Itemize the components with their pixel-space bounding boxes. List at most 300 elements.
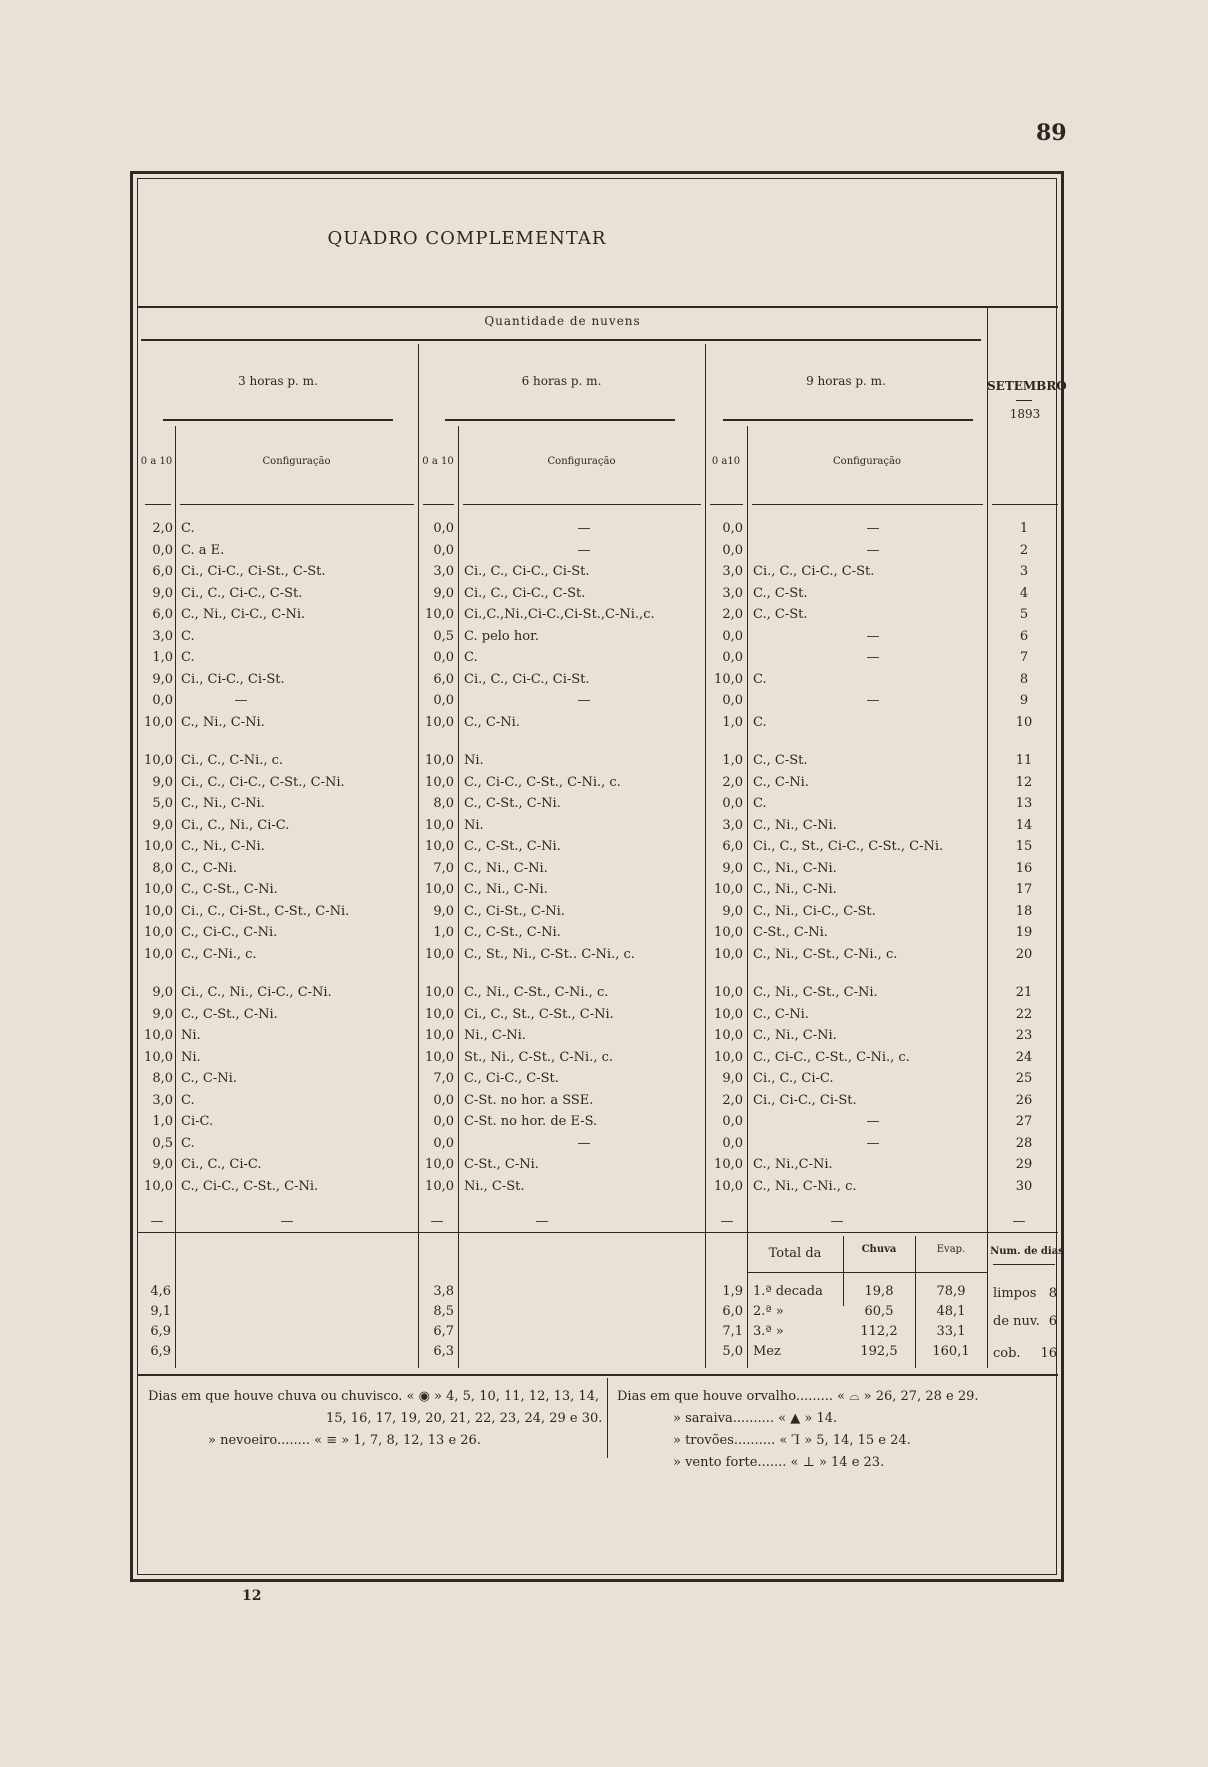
cloud-configuration: C.: [753, 714, 767, 730]
cloud-amount: 10,0: [425, 1178, 454, 1194]
summary-period: 2.ª »: [753, 1304, 784, 1319]
summary-divider-a1: [175, 1236, 176, 1368]
cloud-configuration: Ci., C., Ci-C., Ci-St.: [464, 671, 590, 687]
cloud-configuration: Ci-C.: [181, 1114, 214, 1129]
cloud-configuration: C., C-Ni.: [181, 1071, 237, 1086]
cloud-amount: 10,0: [425, 1157, 454, 1172]
cloud-amount: 1,0: [433, 925, 454, 940]
cloud-amount: 10,0: [425, 985, 454, 1000]
cloud-configuration: C., Ni., C-Ni.: [181, 714, 265, 730]
row-day: 1: [1019, 521, 1029, 536]
cloud-configuration: Ci., C., St., C-St., C-Ni.: [464, 1006, 614, 1022]
summary-amount-6pm: 8,5: [433, 1304, 454, 1319]
cloud-configuration: —: [866, 628, 880, 644]
cloud-amount: 10,0: [144, 714, 173, 730]
cloud-amount: 1,0: [152, 650, 173, 665]
amount-divider-3: [747, 426, 748, 1261]
cloud-configuration: C., Ni., Ci-C., C-St.: [753, 903, 876, 919]
period-9pm: 9 horas p. m.: [806, 374, 886, 388]
cloud-amount: 0,0: [722, 521, 743, 536]
summary-evap: 160,1: [932, 1344, 970, 1359]
summary-amount-9pm: 1,9: [722, 1284, 743, 1299]
cloud-amount: 1,0: [722, 753, 743, 768]
cloud-configuration: C., C-Ni.: [753, 1006, 809, 1022]
summary-amount-9pm: 6,0: [722, 1304, 743, 1319]
table-frame: [130, 171, 1067, 1582]
row-day: 23: [1015, 1028, 1033, 1043]
summary-rain: 192,5: [860, 1344, 898, 1359]
cloud-configuration: C., Ni., Ci-C., C-Ni.: [181, 607, 306, 622]
cloud-configuration: C., Ni.,C-Ni.: [753, 1157, 833, 1172]
column-total-dash: —: [280, 1214, 294, 1229]
cloud-configuration: —: [866, 1135, 880, 1151]
cloud-amount: 10,0: [144, 925, 173, 940]
cloud-configuration: C., C-St.: [753, 585, 808, 601]
row-day: 14: [1015, 817, 1033, 833]
cloud-configuration: C., C-St.: [753, 607, 808, 622]
head-rule-a2: [423, 504, 454, 505]
cloud-header: Quantidade de nuvens: [484, 314, 641, 328]
cloud-amount: 0,0: [433, 1114, 454, 1129]
cloud-amount: 9,0: [433, 585, 454, 601]
row-day: 30: [1015, 1178, 1033, 1194]
date-column-divider: [987, 306, 988, 1261]
table-title: QUADRO COMPLEMENTAR: [327, 228, 607, 249]
column-total-dash: —: [430, 1214, 444, 1229]
head-rule-a3: [710, 504, 743, 505]
evap-header: Evap.: [936, 1244, 966, 1255]
cloud-amount: 10,0: [425, 714, 454, 730]
cloud-configuration: C., Ni., C-Ni.: [753, 1028, 837, 1043]
cloud-amount: 3,0: [722, 564, 743, 579]
cloud-configuration: C., Ci-C., C-St., C-Ni., c.: [464, 774, 621, 790]
thunder-days: » trovões.......... « Ꞁ » 5, 14, 15 e 24.: [673, 1433, 911, 1448]
cloud-amount: 10,0: [425, 753, 454, 768]
summary-header-rule: [747, 1272, 987, 1273]
cloud-configuration: Ci., C., Ci-C., C-St.: [464, 585, 586, 601]
cloud-amount: 10,0: [714, 925, 743, 940]
column-total-dash: —: [1012, 1214, 1026, 1229]
cloud-amount: 10,0: [714, 985, 743, 1000]
days-category: de nuv.: [993, 1314, 1040, 1329]
summary-evap: 48,1: [936, 1304, 966, 1319]
cloud-amount: 10,0: [714, 1028, 743, 1043]
hail-days: » saraiva.......... « ▲ » 14.: [673, 1411, 838, 1426]
cloud-amount: 0,0: [722, 650, 743, 665]
cloud-configuration: C-St. no hor. de E-S.: [464, 1114, 598, 1129]
cloud-amount: 10,0: [144, 839, 173, 854]
footer-divider: [607, 1378, 608, 1458]
rain-days-cont: 15, 16, 17, 19, 20, 21, 22, 23, 24, 29 e 30.: [326, 1411, 603, 1426]
row-day: 6: [1019, 628, 1029, 644]
row-day: 8: [1019, 671, 1029, 687]
cloud-amount: 3,0: [722, 817, 743, 833]
cloud-amount: 10,0: [144, 903, 173, 919]
cloud-amount: 9,0: [433, 903, 454, 919]
cloud-configuration: —: [866, 693, 880, 708]
cloud-amount: 9,0: [152, 817, 173, 833]
period-rule-1: [163, 419, 393, 421]
cloud-amount: 9,0: [152, 585, 173, 601]
cloud-configuration: C., Ni., C-Ni.: [181, 839, 265, 854]
row-day: 28: [1015, 1135, 1033, 1151]
summary-rain: 112,2: [860, 1324, 898, 1339]
row-day: 25: [1015, 1071, 1033, 1086]
cloud-configuration: C., C-St., C-Ni.: [181, 1006, 278, 1022]
dew-days: Dias em que houve orvalho......... « ⌓ » 26, 27, 28 e 29.: [617, 1389, 979, 1404]
cloud-amount: 0,0: [722, 693, 743, 708]
cloud-configuration: Ci.,C.,Ni.,Ci-C.,Ci-St.,C-Ni.,c.: [464, 607, 655, 622]
row-day: 17: [1015, 882, 1033, 897]
cloud-configuration: C., Ni., C-Ni.: [753, 860, 837, 876]
cloud-configuration: C., C-St., C-Ni.: [181, 882, 278, 897]
cloud-amount: 10,0: [425, 607, 454, 622]
cloud-amount: 3,0: [152, 628, 173, 644]
cloud-configuration: C., Ni., C-St., C-Ni., c.: [464, 985, 609, 1000]
period-3pm: 3 horas p. m.: [238, 374, 318, 388]
summary-divider-a2: [458, 1236, 459, 1368]
cloud-configuration: —: [577, 693, 591, 708]
totals-rule: [138, 1232, 1058, 1233]
row-day: 24: [1015, 1049, 1033, 1065]
summary-amount-9pm: 7,1: [722, 1324, 743, 1339]
cloud-configuration: —: [577, 542, 591, 558]
period-6pm: 6 horas p. m.: [521, 374, 602, 388]
cloud-amount: 10,0: [425, 774, 454, 790]
cloud-configuration: C., C-St., C-Ni.: [464, 925, 561, 940]
row-day: 2: [1019, 542, 1029, 558]
cloud-configuration: Ni.: [464, 753, 484, 768]
cloud-amount: 1,0: [152, 1114, 173, 1129]
head-rule-c2: [463, 504, 701, 505]
row-day: 4: [1019, 585, 1029, 601]
cloud-amount: 10,0: [714, 1049, 743, 1065]
days-count: 16: [1040, 1346, 1057, 1361]
cloud-amount: 6,0: [722, 839, 743, 854]
cloud-configuration: C., Ni., C-St., C-Ni.: [753, 985, 878, 1000]
cloud-configuration: Ci., Ci-C., Ci-St.: [181, 671, 285, 687]
cloud-amount: 10,0: [714, 1006, 743, 1022]
period-rule-3: [723, 419, 973, 421]
col-config-1: Configuração: [262, 456, 331, 467]
head-rule-date: [992, 504, 1058, 505]
cloud-amount: 10,0: [714, 1157, 743, 1172]
wind-days: » vento forte....... « ⊥ » 14 e 23.: [673, 1455, 885, 1470]
cloud-configuration: C., Ni., C-Ni.: [753, 882, 837, 897]
summary-period: 1.ª decada: [753, 1284, 823, 1299]
summary-amount-9pm: 5,0: [722, 1344, 743, 1359]
cloud-configuration: Ni.: [181, 1028, 201, 1043]
cloud-amount: 9,0: [152, 985, 173, 1000]
cloud-amount: 10,0: [144, 753, 173, 768]
cloud-amount: 0,0: [433, 521, 454, 536]
cloud-configuration: C., Ci-C., C-Ni.: [181, 925, 278, 940]
cloud-configuration: C.: [464, 650, 478, 665]
summary-amount-3pm: 6,9: [150, 1324, 171, 1339]
cloud-configuration: Ci., Ci-C., Ci-St.: [753, 1092, 857, 1108]
cloud-configuration: C., Ci-St., C-Ni.: [464, 903, 565, 919]
cloud-amount: 0,0: [152, 542, 173, 558]
cloud-header-rule: [141, 339, 981, 341]
col-amount-2: 0 a 10: [422, 456, 454, 467]
cloud-configuration: C., Ni., C-Ni.: [464, 882, 548, 897]
cloud-amount: 0,0: [722, 796, 743, 811]
footer-rule: [138, 1374, 1058, 1376]
amount-divider-2: [458, 426, 459, 1261]
summary-amount-3pm: 4,6: [150, 1284, 171, 1299]
col-config-2: Configuração: [547, 456, 616, 467]
cloud-amount: 9,0: [152, 1006, 173, 1022]
row-day: 19: [1015, 925, 1033, 940]
summary-amount-3pm: 6,9: [150, 1344, 171, 1359]
cloud-amount: 2,0: [722, 774, 743, 790]
row-day: 20: [1015, 946, 1033, 962]
summary-period: 3.ª »: [753, 1324, 784, 1339]
row-day: 18: [1015, 903, 1033, 919]
cloud-amount: 0,0: [722, 1114, 743, 1129]
row-day: 13: [1015, 796, 1033, 811]
cloud-configuration: —: [577, 1135, 591, 1151]
cloud-configuration: C. a E.: [181, 542, 225, 558]
row-day: 11: [1015, 753, 1033, 768]
cloud-configuration: C.: [181, 521, 195, 536]
cloud-amount: 10,0: [425, 1049, 454, 1065]
cloud-amount: 10,0: [144, 1178, 173, 1194]
summary-amount-6pm: 3,8: [433, 1284, 454, 1299]
amount-divider-1: [175, 426, 176, 1261]
cloud-amount: 2,0: [722, 607, 743, 622]
row-day: 26: [1015, 1092, 1033, 1108]
cloud-amount: 10,0: [144, 1049, 173, 1065]
sheet-number: 12: [242, 1588, 262, 1604]
cloud-configuration: Ci., C., C-Ni., c.: [181, 753, 284, 768]
column-total-dash: —: [830, 1214, 844, 1229]
cloud-configuration: Ni., C-Ni.: [464, 1028, 526, 1043]
cloud-configuration: C., C-St.: [753, 753, 808, 768]
cloud-configuration: C.: [753, 796, 767, 811]
cloud-configuration: C.: [753, 671, 767, 687]
summary-evap: 33,1: [936, 1324, 966, 1339]
total-label: Total da: [768, 1246, 822, 1261]
cloud-amount: 9,0: [722, 903, 743, 919]
cloud-amount: 0,0: [722, 1135, 743, 1151]
cloud-amount: 0,0: [433, 1135, 454, 1151]
cloud-amount: 1,0: [722, 714, 743, 730]
row-day: 9: [1019, 693, 1029, 708]
cloud-configuration: Ci., C., Ni., Ci-C.: [181, 817, 290, 833]
cloud-amount: 10,0: [714, 946, 743, 962]
cloud-configuration: C., St., Ni., C-St.. C-Ni., c.: [464, 946, 635, 962]
row-day: 3: [1019, 564, 1029, 579]
row-day: 10: [1015, 714, 1033, 730]
cloud-amount: 6,0: [152, 564, 173, 579]
days-category: limpos: [993, 1286, 1037, 1301]
days-count: 8: [1048, 1286, 1057, 1301]
col-amount-1: 0 a 10: [140, 456, 173, 467]
cloud-amount: 10,0: [425, 1028, 454, 1043]
cloud-configuration: C., Ni., C-St., C-Ni., c.: [753, 946, 898, 962]
cloud-configuration: Ni., C-St.: [464, 1178, 525, 1194]
num-days-rule: [993, 1264, 1055, 1265]
cloud-amount: 10,0: [144, 946, 173, 962]
summary-date-divider: [987, 1232, 988, 1368]
cloud-configuration: Ci., C., Ci-C.: [181, 1157, 262, 1172]
head-rule-c1: [180, 504, 414, 505]
summary-rain: 19,8: [864, 1284, 894, 1299]
cloud-configuration: C.: [181, 628, 195, 644]
cloud-amount: 3,0: [433, 564, 454, 579]
cloud-configuration: Ci., C., Ni., Ci-C., C-Ni.: [181, 985, 332, 1000]
cloud-configuration: C., C-Ni.: [464, 714, 520, 730]
row-day: 12: [1015, 774, 1033, 790]
cloud-configuration: C., Ni., C-Ni.: [464, 860, 548, 876]
cloud-amount: 6,0: [433, 671, 454, 687]
summary-amount-3pm: 9,1: [150, 1304, 171, 1319]
cloud-configuration: St., Ni., C-St., C-Ni., c.: [464, 1049, 614, 1065]
summary-divider-a3: [747, 1236, 748, 1368]
days-count: 6: [1048, 1314, 1057, 1329]
cloud-amount: 7,0: [433, 1071, 454, 1086]
evap-col-divider: [915, 1236, 916, 1368]
cloud-amount: 0,0: [433, 650, 454, 665]
rain-header: Chuva: [861, 1244, 897, 1255]
cloud-configuration: C-St. no hor. a SSE.: [464, 1092, 594, 1108]
cloud-configuration: C.: [181, 1092, 195, 1108]
cloud-amount: 0,0: [433, 542, 454, 558]
row-day: 5: [1019, 607, 1029, 622]
cloud-amount: 0,0: [722, 628, 743, 644]
fog-days: » nevoeiro........ « ≡ » 1, 7, 8, 12, 13 e 26.: [208, 1433, 481, 1448]
cloud-amount: 3,0: [152, 1092, 173, 1108]
year-header: 1893: [1009, 407, 1041, 421]
cloud-amount: 9,0: [152, 1157, 173, 1172]
cloud-configuration: C., Ci-C., C-St., C-Ni., c.: [753, 1049, 910, 1065]
row-day: 16: [1015, 860, 1033, 876]
cloud-configuration: Ni.: [464, 817, 484, 833]
cloud-configuration: Ci., C., Ci-C.: [753, 1071, 834, 1086]
cloud-configuration: Ci., C., Ci-C., C-St., C-Ni.: [181, 774, 345, 790]
cloud-configuration: —: [866, 542, 880, 558]
cloud-configuration: C.: [181, 650, 195, 665]
cloud-amount: 0,5: [433, 628, 454, 644]
cloud-configuration: —: [234, 693, 248, 708]
summary-evap: 78,9: [936, 1284, 966, 1299]
row-day: 29: [1015, 1157, 1033, 1172]
cloud-amount: 3,0: [722, 585, 743, 601]
cloud-configuration: C., C-St., C-Ni.: [464, 839, 561, 854]
page-number: 89: [1036, 120, 1067, 146]
cloud-amount: 10,0: [714, 1178, 743, 1194]
num-days-header: Num. de dias: [990, 1246, 1064, 1257]
cloud-configuration: C., Ni., C-Ni., c.: [753, 1178, 857, 1194]
cloud-configuration: C., C-St., C-Ni.: [464, 796, 561, 811]
column-total-dash: —: [535, 1214, 549, 1229]
col-amount-3: 0 a10: [711, 456, 741, 467]
cloud-configuration: Ni.: [181, 1049, 201, 1065]
cloud-amount: 10,0: [425, 817, 454, 833]
cloud-configuration: C., Ni., C-Ni.: [181, 796, 265, 811]
cloud-configuration: C., Ci-C., C-St.: [464, 1071, 559, 1086]
cloud-amount: 10,0: [425, 1006, 454, 1022]
cloud-configuration: C., C-Ni., c.: [181, 946, 257, 962]
cloud-amount: 0,5: [152, 1135, 173, 1151]
row-day: 27: [1015, 1114, 1033, 1129]
cloud-configuration: Ci., C., St., Ci-C., C-St., C-Ni.: [753, 839, 944, 854]
cloud-configuration: C. pelo hor.: [464, 628, 539, 644]
cloud-amount: 0,0: [433, 693, 454, 708]
cloud-configuration: Ci., C., Ci-C., C-St.: [181, 585, 303, 601]
month-header: SETEMBRO: [987, 379, 1067, 393]
row-day: 15: [1015, 839, 1033, 854]
period-divider-1: [418, 344, 419, 1244]
cloud-configuration: C.: [181, 1135, 195, 1151]
cloud-amount: 0,0: [433, 1092, 454, 1108]
head-rule-a1: [145, 504, 171, 505]
month-year-rule: [1016, 400, 1032, 401]
days-category: cob.: [993, 1346, 1021, 1361]
cloud-configuration: C., Ni., C-Ni.: [753, 817, 837, 833]
cloud-configuration: —: [866, 521, 880, 536]
cloud-amount: 8,0: [433, 796, 454, 811]
cloud-configuration: Ci., C., Ci-C., C-St.: [753, 564, 875, 579]
cloud-configuration: —: [866, 1114, 880, 1129]
cloud-amount: 10,0: [425, 946, 454, 962]
summary-amount-6pm: 6,7: [433, 1324, 454, 1339]
row-day: 7: [1019, 650, 1029, 665]
col-config-3: Configuração: [833, 456, 901, 467]
row-day: 21: [1015, 985, 1033, 1000]
period-divider-2: [705, 344, 706, 1244]
cloud-configuration: C., Ci-C., C-St., C-Ni.: [181, 1178, 319, 1194]
cloud-amount: 0,0: [722, 542, 743, 558]
header-rule: [138, 306, 1058, 308]
summary-period: Mez: [753, 1344, 781, 1359]
cloud-configuration: Ci., C., Ci-C., Ci-St.: [464, 564, 590, 579]
rain-days: Dias em que houve chuva ou chuvisco. « ◉ » 4, 5, 10, 11, 12, 13, 14,: [148, 1389, 600, 1404]
column-total-dash: —: [150, 1214, 164, 1229]
cloud-configuration: Ci., Ci-C., Ci-St., C-St.: [181, 564, 326, 579]
cloud-configuration: C., C-Ni.: [753, 774, 809, 790]
cloud-amount: 9,0: [722, 1071, 743, 1086]
cloud-amount: 10,0: [425, 882, 454, 897]
cloud-amount: 0,0: [152, 693, 173, 708]
cloud-amount: 9,0: [152, 774, 173, 790]
cloud-amount: 9,0: [152, 671, 173, 687]
cloud-configuration: —: [577, 521, 591, 536]
cloud-amount: 2,0: [152, 521, 173, 536]
cloud-amount: 9,0: [722, 860, 743, 876]
cloud-configuration: —: [866, 650, 880, 665]
cloud-amount: 10,0: [714, 882, 743, 897]
cloud-amount: 10,0: [425, 839, 454, 854]
row-day: 22: [1015, 1006, 1033, 1022]
cloud-amount: 8,0: [152, 860, 173, 876]
cloud-amount: 7,0: [433, 860, 454, 876]
cloud-amount: 6,0: [152, 607, 173, 622]
cloud-amount: 5,0: [152, 796, 173, 811]
cloud-amount: 2,0: [722, 1092, 743, 1108]
cloud-configuration: C-St., C-Ni.: [753, 925, 828, 940]
cloud-configuration: C-St., C-Ni.: [464, 1157, 539, 1172]
summary-rain: 60,5: [864, 1304, 894, 1319]
cloud-amount: 10,0: [144, 1028, 173, 1043]
cloud-configuration: Ci., C., Ci-St., C-St., C-Ni.: [181, 903, 350, 919]
head-rule-c3: [752, 504, 983, 505]
column-total-dash: —: [720, 1214, 734, 1229]
period-rule-2: [445, 419, 675, 421]
cloud-amount: 10,0: [714, 671, 743, 687]
cloud-amount: 8,0: [152, 1071, 173, 1086]
